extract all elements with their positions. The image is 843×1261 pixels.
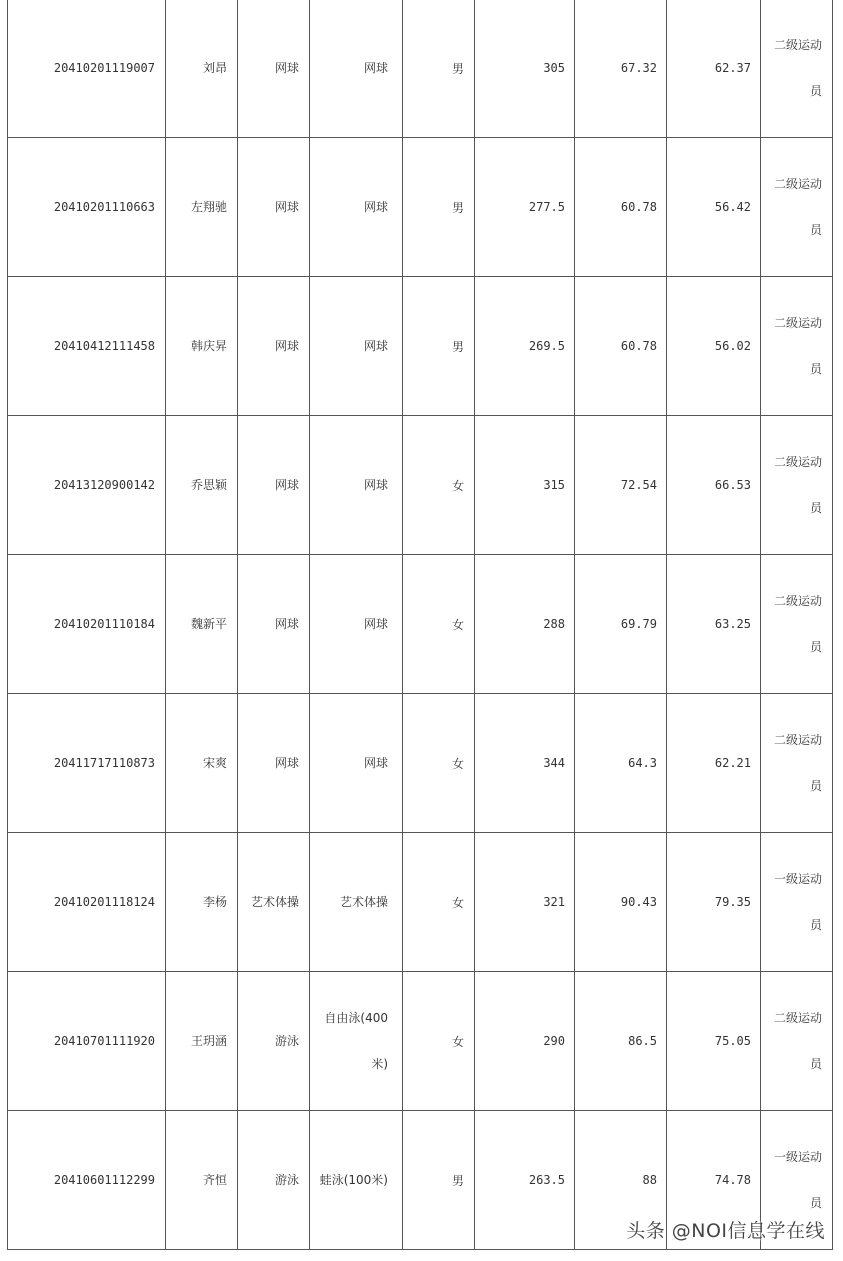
cell-grade-text: 二级运动员 <box>773 38 822 98</box>
cell-name <box>166 1111 238 1250</box>
cell-total <box>475 833 575 972</box>
cell-total-text: 288 <box>543 617 565 631</box>
cell-gender <box>403 1111 475 1250</box>
cell-total <box>475 138 575 277</box>
cell-event <box>310 0 403 138</box>
table-row <box>8 972 833 1111</box>
cell-grade-text: 二级运动员 <box>773 594 822 654</box>
cell-exam-id-text: 20410601112299 <box>53 1173 155 1187</box>
cell-score-2-text: 62.21 <box>714 756 751 770</box>
cell-exam-id-text: 20411717110873 <box>53 756 155 770</box>
cell-gender-text: 男 <box>451 61 464 76</box>
cell-exam-id <box>8 138 166 277</box>
cell-score-1 <box>575 972 667 1111</box>
cell-gender-text: 女 <box>451 756 464 771</box>
cell-project-text: 网球 <box>274 200 299 214</box>
cell-score-1 <box>575 277 667 416</box>
table-row <box>8 138 833 277</box>
cell-exam-id <box>8 0 166 138</box>
cell-gender-text: 女 <box>451 895 464 910</box>
cell-total <box>475 416 575 555</box>
cell-name <box>166 416 238 555</box>
cell-project <box>238 694 310 833</box>
cell-exam-id <box>8 1111 166 1250</box>
cell-score-2 <box>667 972 761 1111</box>
cell-score-2 <box>667 694 761 833</box>
cell-exam-id <box>8 277 166 416</box>
cell-gender <box>403 277 475 416</box>
cell-project-text: 网球 <box>274 61 299 75</box>
cell-score-2-text: 79.35 <box>714 895 751 909</box>
cell-name-text: 韩庆昇 <box>190 339 227 353</box>
cell-total-text: 344 <box>543 756 565 770</box>
cell-gender-text: 男 <box>451 339 464 354</box>
cell-name-text: 魏新平 <box>190 617 227 631</box>
cell-project-text: 游泳 <box>274 1173 299 1187</box>
cell-project-text: 网球 <box>274 339 299 353</box>
cell-score-1 <box>575 555 667 694</box>
cell-exam-id-text: 20410201118124 <box>53 895 155 909</box>
cell-exam-id <box>8 416 166 555</box>
cell-event <box>310 277 403 416</box>
cell-name <box>166 277 238 416</box>
cell-exam-id <box>8 972 166 1111</box>
cell-project <box>238 416 310 555</box>
cell-score-1 <box>575 833 667 972</box>
cell-project-text: 网球 <box>274 756 299 770</box>
cell-event <box>310 1111 403 1250</box>
cell-name-text: 刘昂 <box>202 61 227 75</box>
cell-score-1 <box>575 694 667 833</box>
cell-event-text: 蛙泳(100米) <box>319 1173 388 1187</box>
cell-gender <box>403 0 475 138</box>
cell-total <box>475 972 575 1111</box>
cell-grade <box>761 138 833 277</box>
cell-exam-id-text: 20413120900142 <box>53 478 155 492</box>
cell-name <box>166 0 238 138</box>
cell-grade <box>761 277 833 416</box>
cell-event-text: 网球 <box>363 200 388 214</box>
cell-exam-id-text: 20410201110184 <box>53 617 155 631</box>
cell-score-2 <box>667 277 761 416</box>
cell-score-2 <box>667 833 761 972</box>
cell-total-text: 305 <box>543 61 565 75</box>
cell-grade-text: 二级运动员 <box>773 1011 822 1071</box>
cell-grade-text: 二级运动员 <box>773 733 822 793</box>
cell-event-text: 网球 <box>363 617 388 631</box>
cell-total-text: 290 <box>543 1034 565 1048</box>
cell-total-text: 269.5 <box>528 339 565 353</box>
cell-grade <box>761 416 833 555</box>
cell-event <box>310 555 403 694</box>
cell-name-text: 宋爽 <box>202 756 227 770</box>
cell-project <box>238 138 310 277</box>
cell-name-text: 乔思颖 <box>190 478 227 492</box>
cell-total-text: 315 <box>543 478 565 492</box>
cell-project <box>238 0 310 138</box>
cell-gender-text: 女 <box>451 617 464 632</box>
cell-score-2 <box>667 555 761 694</box>
cell-gender <box>403 138 475 277</box>
cell-gender-text: 男 <box>451 200 464 215</box>
cell-grade-text: 二级运动员 <box>773 177 822 237</box>
cell-name-text: 齐恒 <box>202 1173 227 1187</box>
cell-total-text: 277.5 <box>528 200 565 214</box>
cell-grade <box>761 0 833 138</box>
cell-score-1 <box>575 138 667 277</box>
cell-score-2-text: 62.37 <box>714 61 751 75</box>
table-body <box>8 0 833 1250</box>
cell-grade <box>761 833 833 972</box>
table-row <box>8 555 833 694</box>
cell-event-text: 自由泳(400米) <box>324 1011 388 1071</box>
cell-name <box>166 833 238 972</box>
cell-event <box>310 416 403 555</box>
cell-name-text: 李杨 <box>202 895 227 909</box>
cell-exam-id-text: 20410701111920 <box>53 1034 155 1048</box>
cell-gender <box>403 972 475 1111</box>
cell-grade-text: 一级运动员 <box>773 872 822 932</box>
cell-project-text: 游泳 <box>274 1034 299 1048</box>
cell-name <box>166 555 238 694</box>
cell-exam-id-text: 20410201110663 <box>53 200 155 214</box>
cell-total <box>475 277 575 416</box>
cell-score-1-text: 64.3 <box>628 756 657 770</box>
cell-score-1-text: 69.79 <box>620 617 657 631</box>
cell-grade-text: 一级运动员 <box>773 1150 822 1210</box>
cell-event <box>310 138 403 277</box>
cell-project-text: 网球 <box>274 617 299 631</box>
cell-score-2 <box>667 138 761 277</box>
cell-total <box>475 0 575 138</box>
cell-score-2 <box>667 0 761 138</box>
cell-event-text: 网球 <box>363 756 388 770</box>
cell-score-1 <box>575 416 667 555</box>
cell-exam-id <box>8 555 166 694</box>
cell-score-2-text: 74.78 <box>714 1173 751 1187</box>
cell-total <box>475 694 575 833</box>
cell-gender <box>403 555 475 694</box>
cell-score-1-text: 90.43 <box>620 895 657 909</box>
cell-score-2-text: 56.42 <box>714 200 751 214</box>
results-table <box>7 0 833 1250</box>
table-row <box>8 277 833 416</box>
cell-exam-id <box>8 694 166 833</box>
cell-score-1-text: 72.54 <box>620 478 657 492</box>
cell-event-text: 网球 <box>363 478 388 492</box>
cell-gender <box>403 694 475 833</box>
cell-grade <box>761 555 833 694</box>
cell-score-2-text: 56.02 <box>714 339 751 353</box>
cell-total-text: 263.5 <box>528 1173 565 1187</box>
cell-event <box>310 694 403 833</box>
cell-project-text: 艺术体操 <box>250 895 299 909</box>
cell-event-text: 网球 <box>363 339 388 353</box>
cell-event <box>310 833 403 972</box>
cell-event-text: 艺术体操 <box>339 895 388 909</box>
cell-exam-id <box>8 833 166 972</box>
cell-exam-id-text: 20410412111458 <box>53 339 155 353</box>
table-row <box>8 694 833 833</box>
cell-gender-text: 女 <box>451 478 464 493</box>
cell-score-1 <box>575 0 667 138</box>
cell-name-text: 左翔驰 <box>190 200 227 214</box>
cell-gender-text: 男 <box>451 1173 464 1188</box>
table-row <box>8 833 833 972</box>
cell-gender-text: 女 <box>451 1034 464 1049</box>
cell-name-text: 王玥涵 <box>190 1034 227 1048</box>
cell-name <box>166 972 238 1111</box>
cell-exam-id-text: 20410201119007 <box>53 61 155 75</box>
cell-project <box>238 833 310 972</box>
cell-name <box>166 138 238 277</box>
table-row <box>8 416 833 555</box>
cell-score-2-text: 63.25 <box>714 617 751 631</box>
watermark: 头条 @NOI信息学在线 <box>626 1220 825 1242</box>
cell-score-2-text: 66.53 <box>714 478 751 492</box>
cell-score-1-text: 86.5 <box>628 1034 657 1048</box>
cell-grade <box>761 694 833 833</box>
cell-total <box>475 1111 575 1250</box>
cell-score-2-text: 75.05 <box>714 1034 751 1048</box>
cell-project <box>238 1111 310 1250</box>
cell-grade-text: 二级运动员 <box>773 316 822 376</box>
cell-score-2 <box>667 416 761 555</box>
cell-project <box>238 972 310 1111</box>
cell-total <box>475 555 575 694</box>
table-row <box>8 0 833 138</box>
cell-gender <box>403 833 475 972</box>
cell-event-text: 网球 <box>363 61 388 75</box>
cell-total-text: 321 <box>543 895 565 909</box>
cell-gender <box>403 416 475 555</box>
cell-score-1-text: 88 <box>642 1173 657 1187</box>
cell-project-text: 网球 <box>274 478 299 492</box>
cell-grade <box>761 972 833 1111</box>
cell-score-1-text: 67.32 <box>620 61 657 75</box>
cell-grade-text: 二级运动员 <box>773 455 822 515</box>
cell-score-1-text: 60.78 <box>620 339 657 353</box>
cell-project <box>238 277 310 416</box>
cell-name <box>166 694 238 833</box>
cell-score-1-text: 60.78 <box>620 200 657 214</box>
cell-project <box>238 555 310 694</box>
cell-event <box>310 972 403 1111</box>
